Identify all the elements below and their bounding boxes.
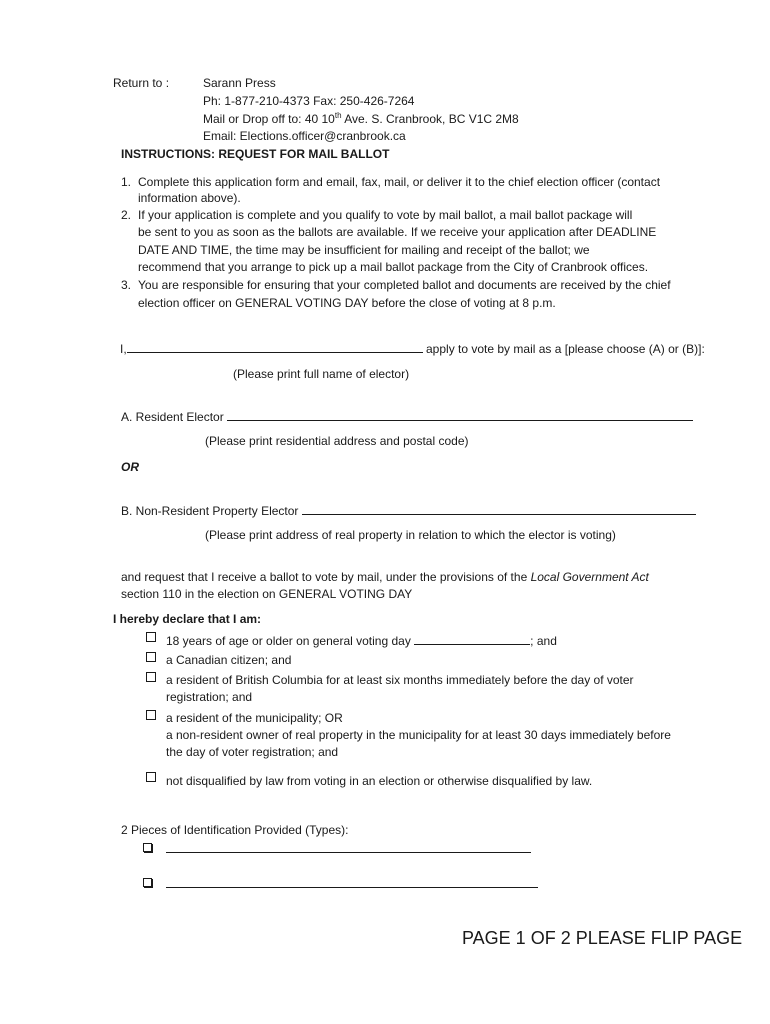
id-2-row <box>166 875 538 893</box>
bc-resident-statement-cont: registration; and <box>166 690 253 704</box>
resident-address-hint: (Please print residential address and postal code) <box>205 434 469 448</box>
instruction-line: recommend that you arrange to pick up a mail ballot package from the City of Cranbrook offices. <box>138 260 649 274</box>
applicant-prefix: I, <box>120 342 127 356</box>
age-checkbox[interactable] <box>146 632 156 642</box>
property-address-field[interactable] <box>302 502 696 515</box>
id-1-row <box>166 840 531 858</box>
instruction-line: Complete this application form and email, fax, mail, or deliver it to the chief election officer (contact <box>138 175 661 189</box>
id-2-checkbox[interactable] <box>143 878 152 887</box>
property-address-hint: (Please print address of real property in relation to which the elector is voting) <box>205 528 616 542</box>
non-resident-owner-statement: a non-resident owner of real property in the municipality for at least 30 days immediately before <box>166 728 671 742</box>
resident-address-field[interactable] <box>227 408 693 421</box>
resident-elector-label: A. Resident Elector <box>121 410 224 424</box>
page-footer: PAGE 1 OF 2 PLEASE FLIP PAGE <box>462 928 743 948</box>
instruction-number: 1. <box>121 175 132 189</box>
municipality-resident-statement: a resident of the municipality; OR <box>166 711 343 725</box>
id-1-field[interactable] <box>166 840 531 853</box>
identification-label: 2 Pieces of Identification Provided (Types): <box>121 823 349 837</box>
non-resident-elector-row <box>121 502 696 520</box>
instruction-line: If your application is complete and you qualify to vote by mail ballot, a mail ballot package will <box>138 208 633 222</box>
applicant-suffix: apply to vote by mail as a [please choose (A) or (B)]: <box>422 342 705 356</box>
elector-name-hint: (Please print full name of elector) <box>233 367 410 381</box>
bc-resident-checkbox[interactable] <box>146 672 156 682</box>
or-label: OR <box>121 460 139 474</box>
citizen-checkbox[interactable] <box>146 652 156 662</box>
contact-name: Sarann Press <box>203 76 276 90</box>
contact-phone-fax: Ph: 1-877-210-4373 Fax: 250-426-7264 <box>203 94 415 108</box>
id-2-field[interactable] <box>166 875 538 888</box>
not-disqualified-checkbox[interactable] <box>146 772 156 782</box>
instruction-line: You are responsible for ensuring that your completed ballot and documents are received by the chief <box>138 278 671 292</box>
municipality-resident-checkbox[interactable] <box>146 710 156 720</box>
instruction-number: 3. <box>121 278 132 292</box>
instruction-number: 2. <box>121 208 132 222</box>
instruction-line: DATE AND TIME, the time may be insufficient for mailing and receipt of the ballot; we <box>138 243 590 257</box>
elector-name-field[interactable] <box>127 340 423 353</box>
instruction-line: election officer on GENERAL VOTING DAY before the close of voting at 8 p.m. <box>138 296 556 310</box>
request-line-2: section 110 in the election on GENERAL VOTING DAY <box>121 587 413 601</box>
instructions-title: INSTRUCTIONS: REQUEST FOR MAIL BALLOT <box>121 147 390 161</box>
declaration-title: I hereby declare that I am: <box>113 612 262 626</box>
age-date-field[interactable] <box>414 632 530 645</box>
age-statement: 18 years of age or older on general voting day ; and <box>166 634 557 648</box>
instruction-line: information above). <box>138 191 241 205</box>
bc-resident-statement: a resident of British Columbia for at least six months immediately before the day of voter <box>166 673 634 687</box>
citizen-statement: a Canadian citizen; and <box>166 653 292 667</box>
not-disqualified-statement: not disqualified by law from voting in an election or otherwise disqualified by law. <box>166 774 593 788</box>
return-to-label: Return to : <box>113 76 170 90</box>
non-resident-owner-statement-cont: the day of voter registration; and <box>166 745 339 759</box>
resident-elector-row <box>121 408 693 426</box>
contact-email: Email: Elections.officer@cranbrook.ca <box>203 129 406 143</box>
instruction-line: be sent to you as soon as the ballots are available. If we receive your application after DEADLINE <box>138 225 657 239</box>
id-1-checkbox[interactable] <box>143 843 152 852</box>
non-resident-elector-label: B. Non-Resident Property Elector <box>121 504 299 518</box>
contact-mail-address: Mail or Drop off to: 40 10th Ave. S. Cranbrook, BC V1C 2M8 <box>203 111 519 126</box>
request-line-1: and request that I receive a ballot to vote by mail, under the provisions of the Local Government Act <box>121 570 649 584</box>
applicant-line <box>120 340 705 358</box>
